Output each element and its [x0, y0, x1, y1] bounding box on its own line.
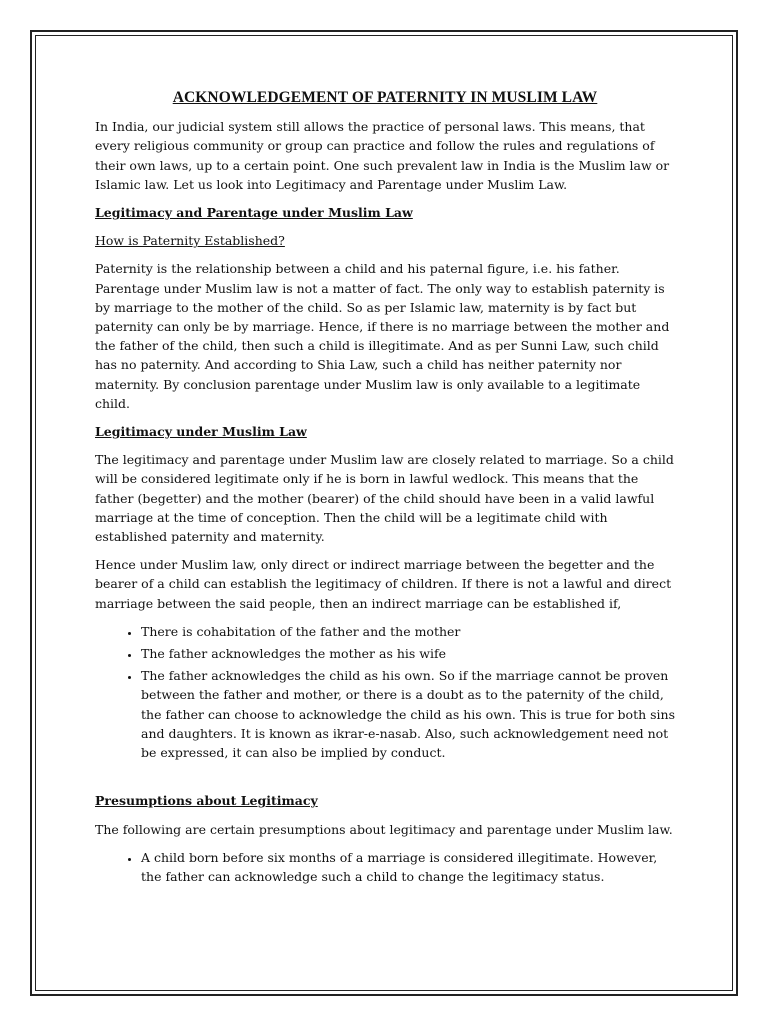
presumptions-paragraph: The following are certain presumptions about legitimacy and parentage under Muslim law.	[95, 821, 673, 837]
indirect-marriage-list	[95, 622, 675, 762]
list-item: • The father acknowledges the child as his own. So if the marriage cannot be proven between the father and mother, or there is a doubt as to the paternity of the child, the father can choose to acknowledge the child as his own. This is true for both sins and daughters. It is known as ikrar-e-nasab. Also, such acknowledgement need not be expressed, it can also be implied by conduct.	[141, 666, 675, 762]
section-heading-legitimacy: Legitimacy under Muslim Law	[95, 424, 307, 440]
intro-paragraph: In India, our judicial system still allows the practice of personal laws. This means, that every religious community or group can practice and follow the rules and regulations of their own laws, up to a certain point. One such prevalent law in India is the Muslim law or Islamic law. Let us look into Legitimacy and Parentage under Muslim Law.	[95, 119, 670, 192]
legitimacy-paragraph: The legitimacy and parentage under Muslim law are closely related to marriage. So a child will be considered legitimate only if he is born in lawful wedlock. This means that the father (begetter) and the mother (bearer) of the child should have been in a valid lawful marriage at the time of conception. Then the child will be a legitimate child with established paternity and maternity.	[95, 452, 674, 545]
paternity-paragraph: Paternity is the relationship between a child and his paternal figure, i.e. his father. Parentage under Muslim law is not a matter of fact. The only way to establish paternity is by marriage to the mother of the child. So as per Islamic law, maternity is by fact but paternity can only be by marriage. Hence, if there is no marriage between the mother and the father of the child, then such a child is illegitimate. And as per Sunni Law, such child has no paternity. And according to Shia Law, such a child has neither paternity nor maternity. By conclusion parentage under Muslim law is only available to a legitimate child.	[95, 261, 670, 411]
indirect-marriage-paragraph: Hence under Muslim law, only direct or indirect marriage between the begetter and the bearer of a child can establish the legitimacy of children. If there is not a lawful and direct marriage between the said people, then an indirect marriage can be established if,	[95, 557, 672, 611]
list-item: • There is cohabitation of the father and the mother	[141, 622, 675, 641]
section-heading-presumptions: Presumptions about Legitimacy	[95, 793, 318, 809]
document-title: ACKNOWLEDGEMENT OF PATERNITY IN MUSLIM LAW	[172, 89, 598, 106]
section-heading-legitimacy-parentage: Legitimacy and Parentage under Muslim Law	[95, 205, 413, 221]
subheading-paternity-established: How is Paternity Established?	[95, 233, 285, 249]
document-body	[95, 88, 675, 895]
spacer	[95, 771, 675, 791]
presumptions-list	[95, 848, 675, 886]
list-item: • The father acknowledges the mother as his wife	[141, 644, 675, 663]
document-page	[30, 30, 738, 996]
list-item: • A child born before six months of a marriage is considered illegitimate. However, the father can acknowledge such a child to change the legitimacy status.	[141, 848, 675, 886]
